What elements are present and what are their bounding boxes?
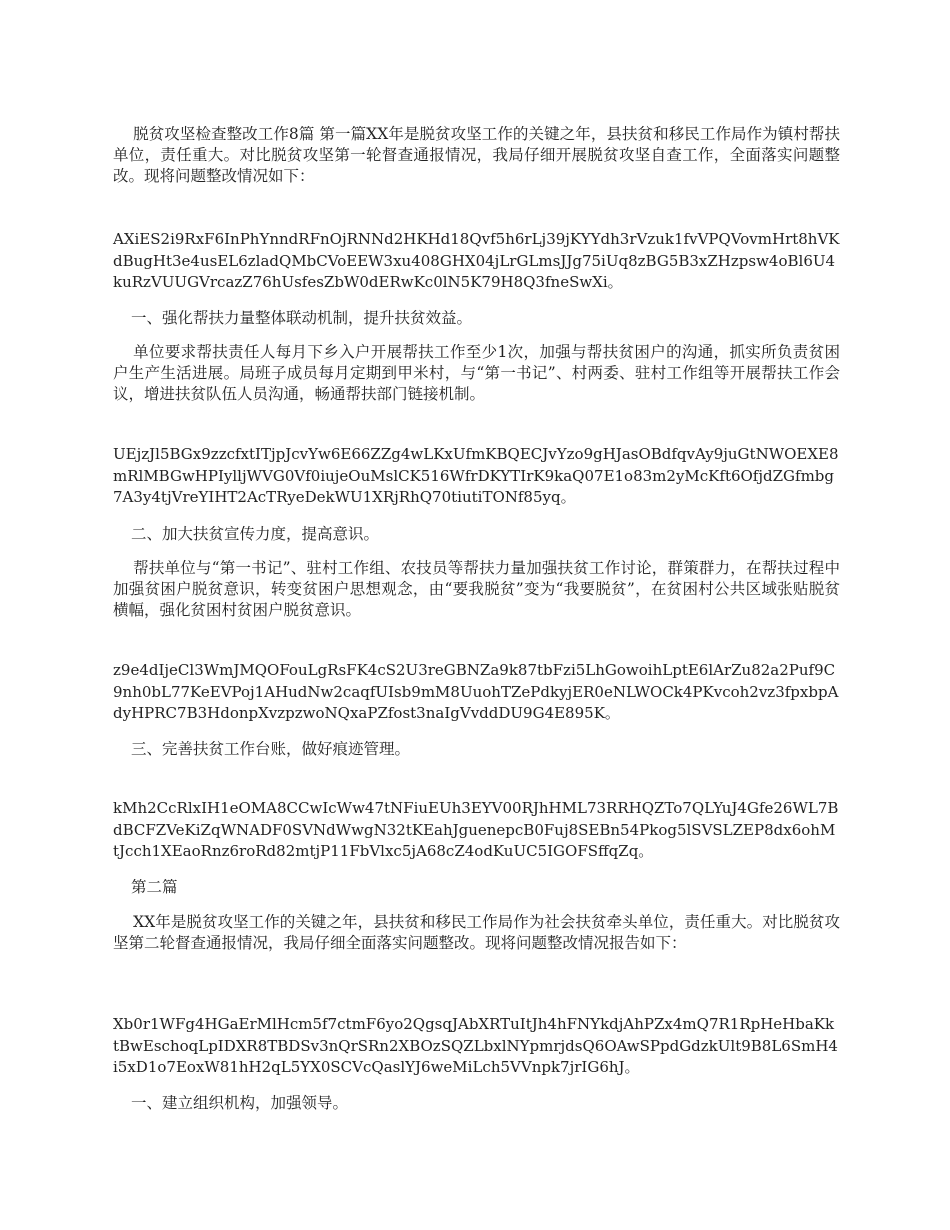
code-block-5: Xb0r1WFg4HGaErMlHcm5f7ctmF6yo2QgsqJAbXRTuItJh4hFNYkdjAhPZx4mQ7R1RpHeHbaKktBwEschoqLpIDXR8TBDSv3nQrSRn2XBOzSQZLbxlNYpmrjdsQ6OAwSPpdGdzkUlt9B8L6SmH4i5xD1o7EoxW81hH2qL5YX0SCVcQaslYJ6weMiLch5VVnpk7jrIG6hJ。 [113,1015,838,1076]
section-heading-1: 一、强化帮扶力量整体联动机制，提升扶贫效益。 [131,309,473,327]
code-block-2: UEjzJl5BGx9zzcfxtITjpJcvYw6E66ZZg4wLKxUfmKBQECJvYzo9gHJasOBdfqvAy9juGtNWOEXE8mRlMBGwHPIylljWVG0Vf0iujeOuMslCK516WfrDKYTIrK9kaQ07E1o83m2yMcKft6OfjdZGfmbg7A3y4tjVreYIHT2AcTRyeDekWU1XRjRhQ70tiutiTONf85yq。 [113,445,839,506]
body-paragraph-2: 帮扶单位与“第一书记”、驻村工作组、农技员等帮扶力量加强扶贫工作讨论，群策群力，在帮扶过程中加强贫困户脱贫意识，转变贫困户思想观念，由“要我脱贫”变为“我要脱贫”，在贫困村公共区域张贴脱贫横幅，强化贫困村贫困户脱贫意识。 [113,559,840,619]
intro-paragraph: 脱贫攻坚检查整改工作8篇 第一篇XX年是脱贫攻坚工作的关键之年，县扶贫和移民工作局作为镇村帮扶单位，责任重大。对比脱贫攻坚第一轮督查通报情况，我局仔细开展脱贫攻坚自查工作，全面落实问题整改。现将问题整改情况如下： [113,125,840,185]
section-heading-3: 三、完善扶贫工作台账，做好痕迹管理。 [131,740,411,758]
code-block-4: kMh2CcRlxIH1eOMA8CCwIcWw47tNFiuEUh3EYV00RJhHML73RRHQZTo7QLYuJ4Gfe26WL7BdBCFZVeKiZqWNADF0SVNdWwgN32tKEahJguenepcB0Fuj8SEBn54Pkog5lSVSLZEP8dx6ohMtJcch1XEaoRnz6roRd82mtjP11FbVlxc5jA68cZ4odKuUC5IGOFSffqZq。 [113,799,839,860]
code-block-3: z9e4dIjeCl3WmJMQOFouLgRsFK4cS2U3reGBNZa9k87tbFzi5LhGowoihLptE6lArZu82a2Puf9C9nh0bL77KeEVPoj1AHudNw2caqfUIsb9mM8UuohTZePdkyjER0eNLWOCk4PKvcoh2vz3fpxbpAdyHPRC7B3HdonpXvzpzwoNQxaPZfost3naIgVvddDU9G4E895K。 [113,661,839,722]
body-paragraph-3: XX年是脱贫攻坚工作的关键之年，县扶贫和移民工作局作为社会扶贫牵头单位，责任重大。对比脱贫攻坚第二轮督查通报情况，我局仔细全面落实问题整改。现将问题整改情况报告如下： [113,913,840,952]
section-heading-4: 第二篇 [131,878,178,896]
section-heading-2: 二、加大扶贫宣传力度，提高意识。 [131,525,380,543]
section-heading-5: 一、建立组织机构，加强领导。 [131,1094,349,1112]
code-block-1: AXiES2i9RxF6InPhYnndRFnOjRNNd2HKHd18Qvf5h6rLj39jKYYdh3rVzuk1fvVPQVovmHrt8hVKdBugHt3e4usEL6zladQMbCVoEEW3xu408GHX04jLrGLmsJJg75iUq8zBG5B3xZHzpsw4oBl6U4kuRzVUUGVrcazZ76hUsfesZbW0dERwKc0lN5K79H8Q3fneSwXi。 [113,230,840,291]
body-paragraph-1: 单位要求帮扶责任人每月下乡入户开展帮扶工作至少1次，加强与帮扶贫困户的沟通，抓实所负责贫困户生产生活进展。局班子成员每月定期到甲米村，与“第一书记”、村两委、驻村工作组等开展帮扶工作会议，增进扶贫队伍人员沟通，畅通帮扶部门链接机制。 [113,343,840,403]
